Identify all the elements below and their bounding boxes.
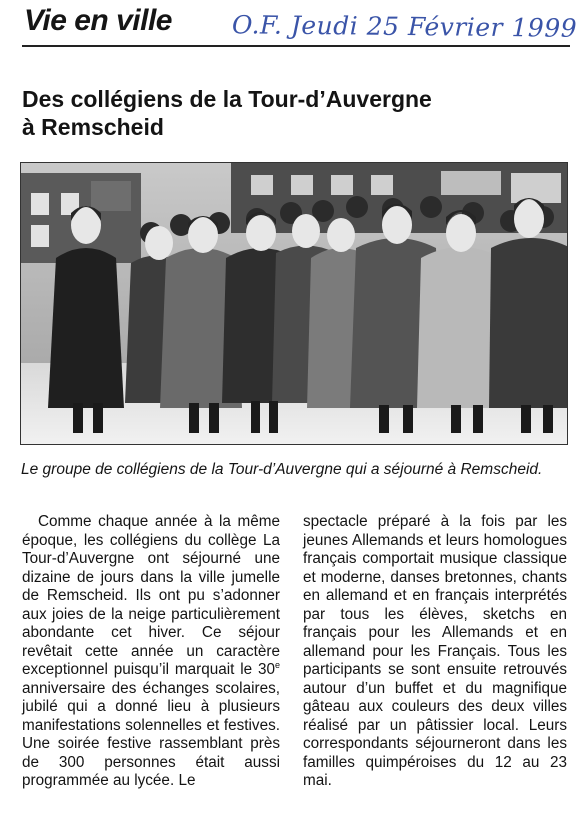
group-photo <box>20 162 568 445</box>
handwritten-date-note: O.F. Jeudi 25 Février 1999 <box>231 10 578 43</box>
article-headline <box>22 85 542 141</box>
body-paragraph-left <box>22 513 280 791</box>
headline-line-1: Des collégiens de la Tour-d’Auvergne <box>22 86 432 112</box>
headline-line-2: à Remscheid <box>22 114 164 140</box>
article-body-column-left <box>22 513 280 791</box>
body-paragraph-right: spectacle préparé à la fois par les jeunes Allemands et leurs homologues français comportait musique classique et moderne, danses bretonnes, chants en allemand et en français interprétés par tous les élèves, sketchs en français pour les Allemands et en allemand pour les Français. Tous les participants se sont ensuite retrouvés autour d’un buffet et du magnifique gâteau aux couleurs des deux villes réalisé par un pâtissier local. Leurs correspondants séjourneront dans les familles quimpéroises du 12 au 23 mai. <box>303 513 567 789</box>
ordinal-suffix: e <box>274 659 280 670</box>
section-header <box>0 0 588 50</box>
section-rubric: Vie en ville <box>24 4 172 37</box>
body-text-left-part2: anniversaire des échanges scolaires, jubilé qui a donné lieu à plusieurs manifestations solennelles et festives. Une soirée festive rassemblant près de 300 personnes était aussi programmée au lycée. Le <box>22 679 280 789</box>
article-body-column-right <box>303 513 567 791</box>
body-text-left-part1: Comme chaque année à la même époque, les collégiens du collège La Tour-d’Auvergne ont séjourné une dizaine de jours dans la ville jumelle de Remscheid. Ils ont pu s’adonner aux joies de la neige particulièrement abondante cet hiver. Ce séjour revêtait cette année un caractère exceptionnel puisqu’il marquait le 30 <box>22 513 280 678</box>
header-rule <box>22 45 570 47</box>
photo-caption: Le groupe de collégiens de la Tour-d’Auvergne qui a séjourné à Remscheid. <box>21 461 543 478</box>
